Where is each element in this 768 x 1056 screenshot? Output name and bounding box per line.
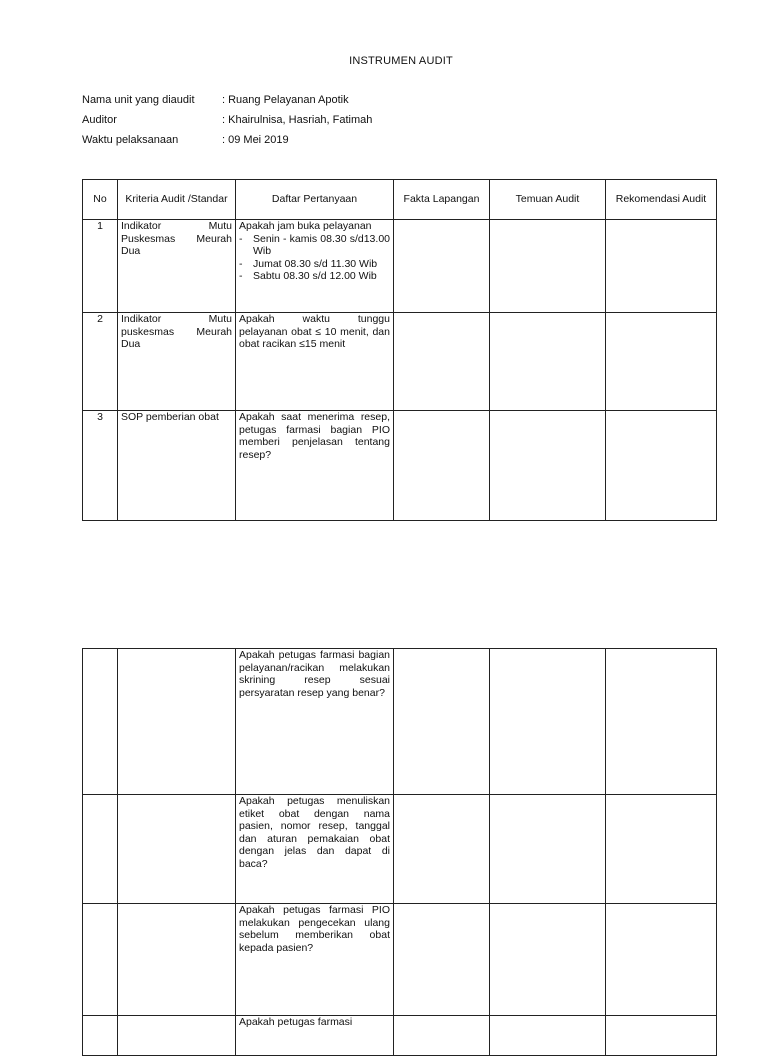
row-kriteria: Indikator Mutu puskesmas Meurah Dua <box>118 313 236 411</box>
row-temuan[interactable] <box>490 411 606 521</box>
meta-unit <box>82 94 349 106</box>
header-rekomendasi: Rekomendasi Audit <box>606 180 717 220</box>
row-pertanyaan: Apakah petugas menuliskan etiket obat dengan nama pasien, nomor resep, tanggal dan aturan pemakaian obat dengan jelas dan dapat di baca? <box>236 795 394 904</box>
table-row <box>83 649 717 795</box>
table-row <box>83 795 717 904</box>
meta-auditor-value: : Khairulnisa, Hasriah, Fatimah <box>222 114 373 126</box>
row-fakta[interactable] <box>394 1016 490 1056</box>
row-kriteria: SOP pemberian obat <box>118 411 236 521</box>
row-pertanyaan <box>236 220 394 313</box>
row-rekomendasi[interactable] <box>606 1016 717 1056</box>
row-temuan[interactable] <box>490 313 606 411</box>
document-title: INSTRUMEN AUDIT <box>349 55 453 67</box>
table-header-row <box>83 180 717 220</box>
table-row <box>83 411 717 521</box>
row-temuan[interactable] <box>490 904 606 1016</box>
row-rekomendasi[interactable] <box>606 220 717 313</box>
meta-date-label: Waktu pelaksanaan <box>82 134 179 146</box>
row-fakta[interactable] <box>394 904 490 1016</box>
table-row <box>83 313 717 411</box>
table-row <box>83 904 717 1016</box>
row-fakta[interactable] <box>394 795 490 904</box>
row-kriteria <box>118 649 236 795</box>
row-kriteria <box>118 1016 236 1056</box>
row-no: 1 <box>83 220 118 313</box>
header-kriteria: Kriteria Audit /Standar <box>118 180 236 220</box>
row-temuan[interactable] <box>490 795 606 904</box>
row-no: 3 <box>83 411 118 521</box>
row-pertanyaan: Apakah waktu tunggu pelayanan obat ≤ 10 menit, dan obat racikan ≤15 menit <box>236 313 394 411</box>
header-temuan: Temuan Audit <box>490 180 606 220</box>
question-text: Apakah jam buka pelayanan <box>239 220 372 232</box>
row-kriteria <box>118 904 236 1016</box>
meta-auditor <box>82 114 372 126</box>
row-kriteria: Indikator Mutu Puskesmas Meurah Dua <box>118 220 236 313</box>
row-pertanyaan: Apakah petugas farmasi bagian pelayanan/racikan melakukan skrining resep sesuai persyaratan resep yang benar? <box>236 649 394 795</box>
row-no <box>83 904 118 1016</box>
row-fakta[interactable] <box>394 220 490 313</box>
row-no <box>83 1016 118 1056</box>
row-fakta[interactable] <box>394 313 490 411</box>
table-row <box>83 220 717 313</box>
row-rekomendasi[interactable] <box>606 904 717 1016</box>
audit-table-continued <box>82 648 717 1056</box>
header-pertanyaan: Daftar Pertanyaan <box>236 180 394 220</box>
meta-auditor-label: Auditor <box>82 114 117 126</box>
row-no <box>83 795 118 904</box>
row-pertanyaan: Apakah petugas farmasi PIO melakukan pengecekan ulang sebelum memberikan obat kepada pasien? <box>236 904 394 1016</box>
meta-date <box>82 134 289 146</box>
list-item: - Jumat 08.30 s/d 11.30 Wib <box>239 258 390 271</box>
row-kriteria <box>118 795 236 904</box>
header-fakta: Fakta Lapangan <box>394 180 490 220</box>
list-item: - Senin - kamis 08.30 s/d13.00 Wib <box>239 233 390 258</box>
meta-date-value: : 09 Mei 2019 <box>222 134 289 146</box>
schedule-list <box>239 233 390 283</box>
table-row <box>83 1016 717 1056</box>
meta-unit-label: Nama unit yang diaudit <box>82 94 195 106</box>
header-no: No <box>83 180 118 220</box>
row-rekomendasi[interactable] <box>606 649 717 795</box>
row-temuan[interactable] <box>490 220 606 313</box>
row-temuan[interactable] <box>490 649 606 795</box>
row-pertanyaan: Apakah saat menerima resep, petugas farmasi bagian PIO memberi penjelasan tentang resep? <box>236 411 394 521</box>
row-rekomendasi[interactable] <box>606 411 717 521</box>
meta-unit-value: : Ruang Pelayanan Apotik <box>222 94 349 106</box>
row-pertanyaan: Apakah petugas farmasi <box>236 1016 394 1056</box>
row-rekomendasi[interactable] <box>606 795 717 904</box>
audit-table <box>82 179 717 521</box>
row-fakta[interactable] <box>394 411 490 521</box>
row-no <box>83 649 118 795</box>
row-fakta[interactable] <box>394 649 490 795</box>
list-item: - Sabtu 08.30 s/d 12.00 Wib <box>239 270 390 283</box>
row-no: 2 <box>83 313 118 411</box>
row-rekomendasi[interactable] <box>606 313 717 411</box>
row-temuan[interactable] <box>490 1016 606 1056</box>
